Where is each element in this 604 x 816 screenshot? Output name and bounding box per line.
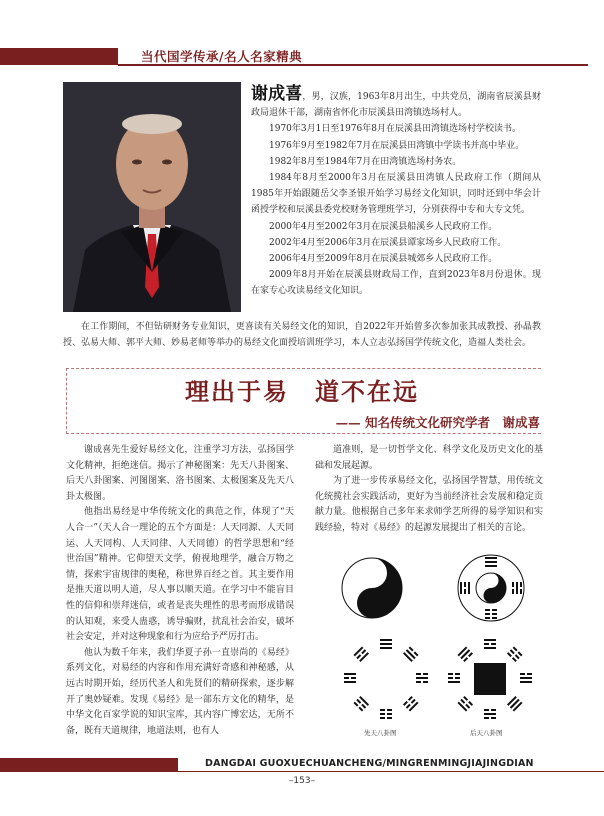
footer-rule bbox=[178, 771, 604, 772]
bagua-taiji-diagram bbox=[456, 553, 526, 623]
portrait-photo bbox=[63, 82, 241, 312]
portrait-illustration bbox=[63, 82, 241, 312]
article-column-left bbox=[66, 443, 294, 739]
bio-line: 2002年4月至2006年3月在辰溪县谭家场乡人民政府工作。 bbox=[269, 237, 507, 248]
footer-text: DANGDAI GUOXUECHUANCHENG/MINGRENMINGJIAJINGDIAN bbox=[205, 758, 534, 769]
summary-text: 在工作期间，不但钻研财务专业知识，更喜读有关易经文化的知识，自2022年开始曾多次参加张其成教授、孙晶教授、弘易大师、郭平大师、妙易老师等举办的易经文化面授培训班学习，本人立志弘扬国学传统文化，造福人类社会。 bbox=[63, 322, 541, 348]
bio-line: 1970年3月1日至1976年8月在辰溪县田湾镇选场村学校读书。 bbox=[269, 124, 521, 135]
footer-red-block bbox=[0, 758, 178, 772]
page-number: –153– bbox=[288, 776, 316, 786]
article-paragraph: 为了进一步传承易经文化，弘扬国学智慧，用传统文化统揽社会实践活动，更好为当前经济社会发展和稳定贡献力量。他根据自己多年来求师学艺所得的易学知识和实践经验，特对《易经》的起源发展提出了相关的言论。 bbox=[315, 476, 543, 533]
summary-section bbox=[63, 320, 541, 351]
bio-line: 1976年9月至1982年7月在辰溪县田湾镇中学读书并高中毕业。 bbox=[269, 140, 525, 151]
article-title: 理出于易 道不在远 bbox=[185, 377, 419, 406]
article-subtitle: —— 知名传统文化研究学者 谢成喜 bbox=[335, 415, 540, 430]
person-name: 谢成喜 bbox=[251, 84, 303, 104]
bio-line: 1982年8月至1984年7月在田湾镇选场村务农。 bbox=[269, 156, 462, 167]
bio-intro bbox=[251, 86, 541, 121]
bio-line: 2006年4月至2009年8月在辰溪县城郊乡人民政府工作。 bbox=[269, 254, 498, 265]
taiji-diagram bbox=[340, 556, 404, 620]
houtian-bagua-diagram bbox=[444, 633, 536, 725]
article-column-right bbox=[315, 443, 543, 537]
page-header bbox=[0, 44, 604, 68]
bio-intro-text: ，男，汉族，1963年8月出生，中共党员，湖南省辰溪县财政局退休干部，湖南省怀化市辰溪县田湾镇选场村人。 bbox=[251, 92, 541, 119]
bio-section bbox=[251, 86, 541, 300]
article-paragraph: 道准则，是一切哲学文化、科学文化及历史文化的基础和发展起源。 bbox=[315, 445, 543, 471]
header-title: 当代国学传承/名人名家精典 bbox=[141, 49, 303, 64]
bio-line: 1984年8月至2000年3月在辰溪县田湾镇人民政府工作（期间从1985年开始跟随岳父李圣银开始学习易经文化知识，同时还到中华会计函授学校和辰溪县委党校财务管理班学习，分别获得中专和大专文凭。 bbox=[251, 173, 541, 216]
xiantian-bagua-diagram bbox=[340, 633, 432, 725]
article-paragraph: 谢成喜先生爱好易经文化，注重学习方法，弘扬国学文化精神，拒绝迷信。揭示了神秘图案：先天八卦图案、后天八卦图案、河图图案、洛书图案、太极图案及先天八卦太极图。 bbox=[66, 445, 294, 502]
bio-line: 2009年8月开始在辰溪县财政局工作，直到2023年8月份退休。现在家专心攻读易经文化知识。 bbox=[251, 270, 541, 297]
caption-xiantian: 先天八卦图 bbox=[364, 729, 397, 737]
header-red-block bbox=[0, 48, 118, 65]
page-footer bbox=[0, 758, 604, 772]
article-paragraph: 他认为数千年来，我们华夏子孙一直崇尚的《易经》系列文化，对易经的内容和作用充满好奇感和神秘感，从远古时期开始，经历代圣人和先贤们的精研探索，逐步解开了奥妙疑难。发现《易经》是一部东方文化的精华，是中华文化百家学说的知识宝库，其内容广博宏达，无所不备，既有天道规律，地道法则，也有人 bbox=[66, 647, 294, 736]
bio-line: 2000年4月至2002年3月在辰溪县船溪乡人民政府工作。 bbox=[269, 221, 498, 232]
article-paragraph: 他指出易经是中华传统文化的典范之作，体现了“天人合一”（天人合一理论的五个方面是：人天同源、人天同运、人天同构、人天同律、人天同德）的哲学思想和“经世治国”精神。它仰望天文学，俯视地理学，融合万物之情，探索宇宙规律的奥秘，称世界百经之首。其主要作用是推天道以明人道，尽人事以顺天道。在学习中不能盲目性的信仰和崇拜迷信，或者是丧失理性的思考而形成错误的认知观，来受人蛊惑，诱导骗财，扰乱社会治安，破坏社会安定，并对这种现象和行为应给予严厉打击。 bbox=[66, 507, 294, 643]
caption-houtian: 后天八卦图 bbox=[470, 729, 503, 737]
